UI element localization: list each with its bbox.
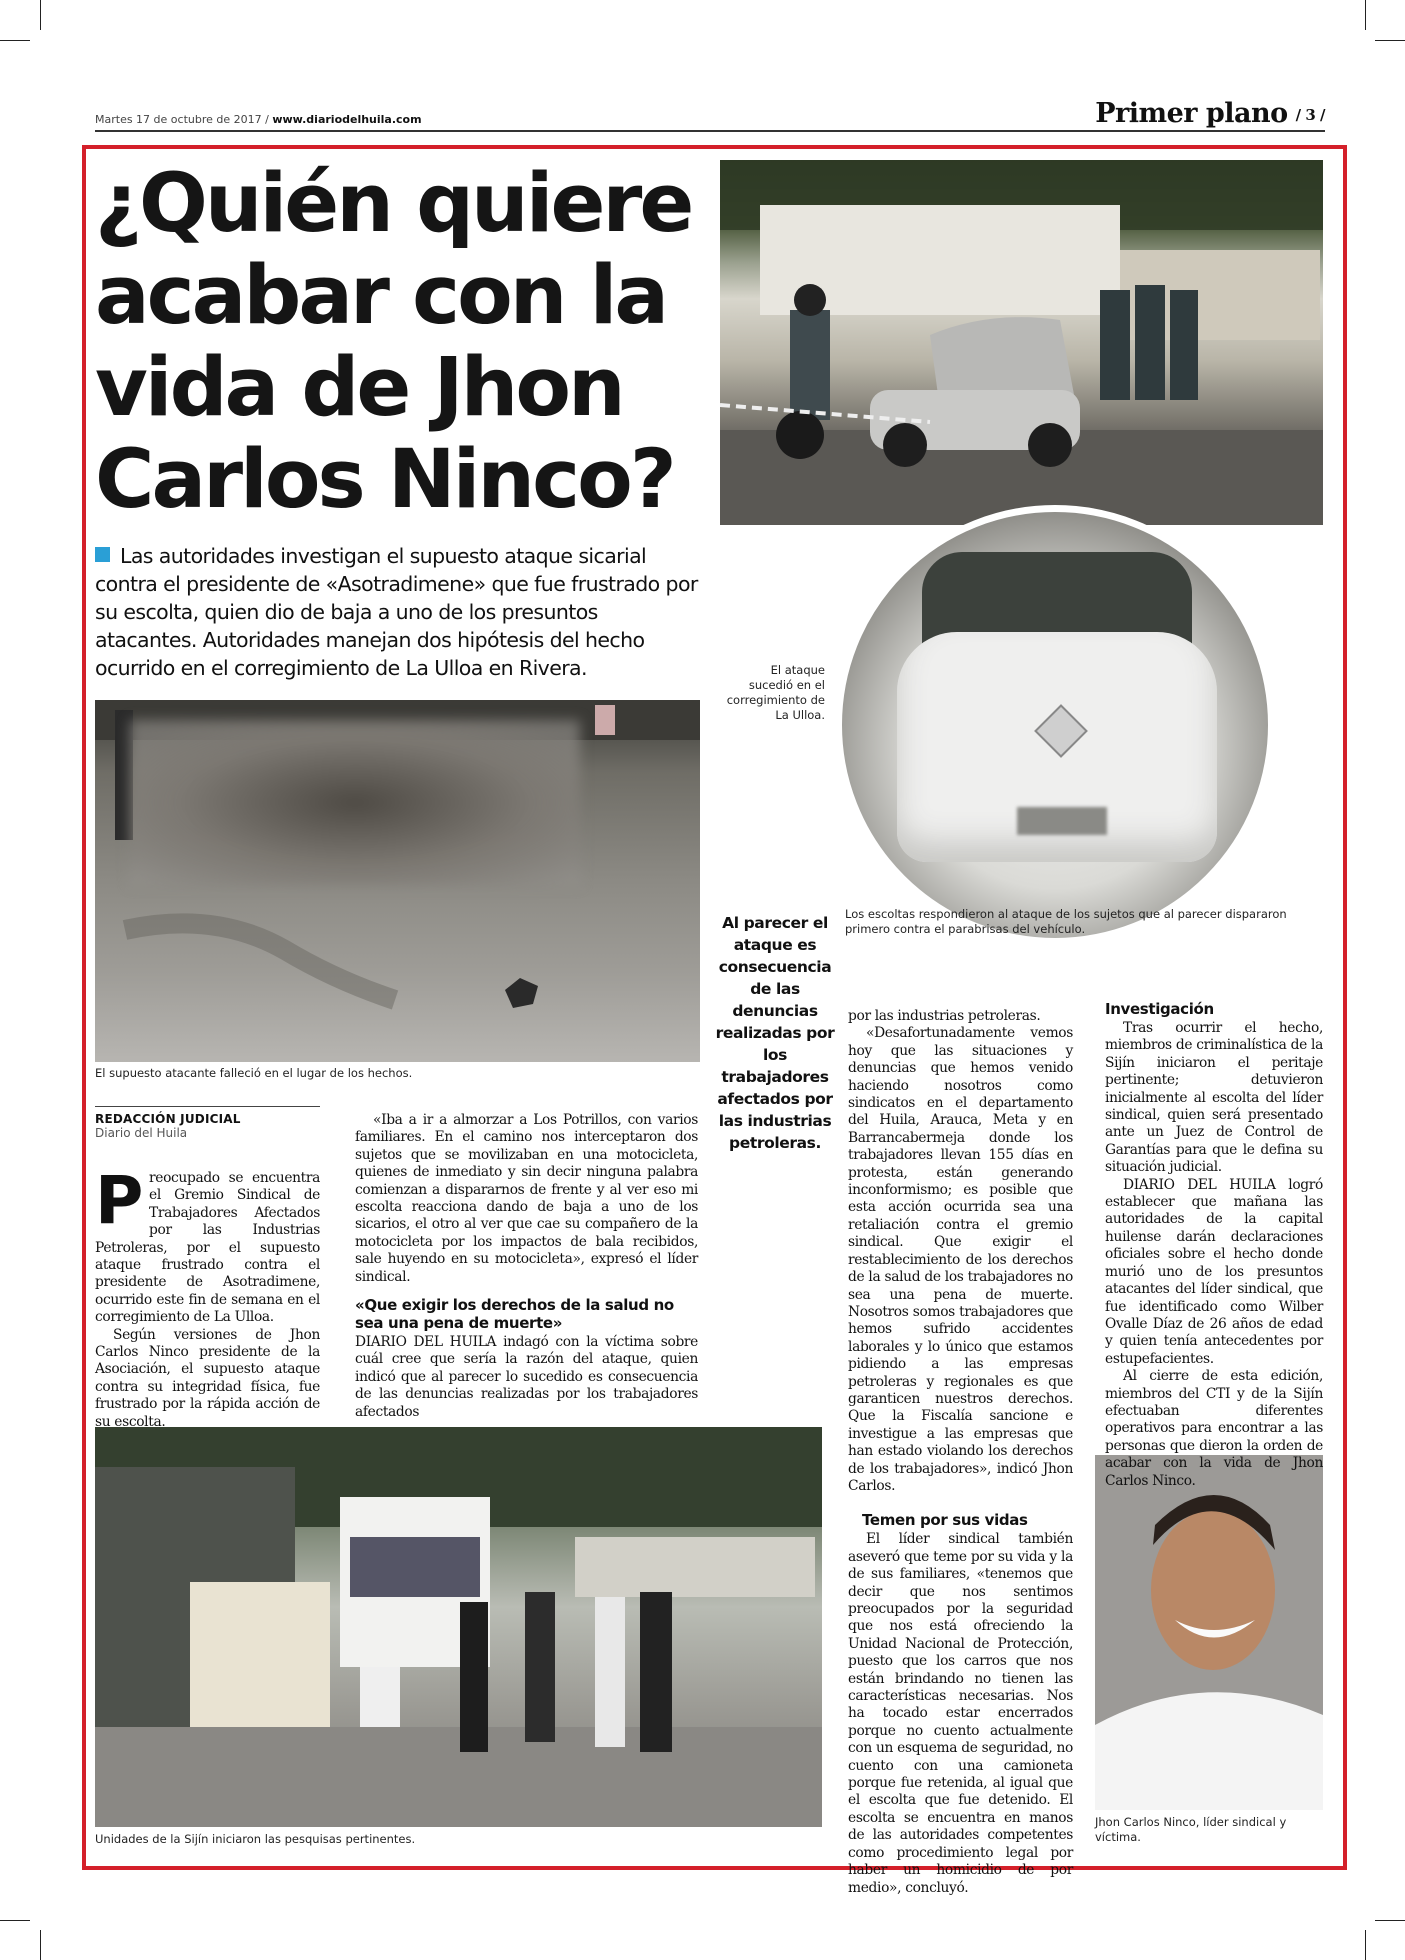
crop-mark xyxy=(1365,1930,1366,1960)
headline: ¿Quién quiere acabar con la vida de Jhon Carlos Ninco? xyxy=(95,157,692,527)
drop-cap: P xyxy=(95,1162,144,1239)
byline-rule xyxy=(95,1106,320,1107)
page-number: / 3 / xyxy=(1295,105,1325,124)
crop-mark xyxy=(40,0,41,30)
paragraph: Al cierre de esta edición, miembros del CTI y de la Sijín efectuaban diferentes operativos para encontrar a las personas que dieron la orden de acabar con la vida de Jhon Carlos Ninco. xyxy=(1105,1368,1323,1489)
section-title xyxy=(1095,98,1325,129)
bullet-square-icon xyxy=(95,547,110,562)
article-column-4 xyxy=(1105,1000,1323,1490)
byline xyxy=(95,1112,320,1140)
caption-car-photo: Los escoltas respondieron al ataque de los sujetos que al parecer dispararon primero contra el parabrisas del vehículo. xyxy=(845,907,1287,936)
header-rule xyxy=(95,130,1325,132)
site-url[interactable]: www.diariodelhuila.com xyxy=(272,113,422,126)
paragraph: El líder sindical también aseveró que teme por su vida y la de sus familiares, «tenemos que decir que nos sentimos preocupados por la seguridad que nos está ofreciendo la Unidad Nacional de Protección, puesto que los carros que nos están brindando no tienen las características necesarias. Nos ha tocado estar encerrados porque no cuento actualmente con un esquema de seguridad, no cuento con una camioneta porque fue retenida, al igual que el escolta que fue detenido. El escolta se encuentra en manos de las autoridades competentes como procedimiento legal por haber un homicidio de por medio», concluyó. xyxy=(848,1531,1073,1896)
paragraph xyxy=(95,1162,320,1327)
paragraph: DIARIO DEL HUILA logró establecer que mañana las autoridades de la capital huilense darán declaraciones oficiales sobre el hecho donde murió uno de los presuntos atacantes del líder sindical, que fue identificado como Wilber Ovalle Díaz de 26 años de edad y quien tenía antecedentes por estupefacientes. xyxy=(1105,1176,1323,1367)
paragraph-text: reocupado se encuentra el Gremio Sindical de Trabajadores Afectados por las Industrias Petroleras, por el supuesto ataque frustrado contra el presidente de Asotradimene, ocurrido este fin de semana en el corregimiento de La Ulloa. xyxy=(95,1170,320,1326)
blurred-body xyxy=(130,720,580,885)
photo-crime-scene-street xyxy=(720,160,1323,525)
paragraph: Tras ocurrir el hecho, miembros de criminalística de la Sijín iniciaron el peritaje pertinente; detuvieron inicialmente al escolta del líder sindical, quien será presentado ante un Juez de Control de Garantías para que le defina su situación judicial. xyxy=(1105,1020,1323,1176)
lead-text: Las autoridades investigan el supuesto ataque sicarial contra el presidente de «Asotradimene» que fue frustrado por su escolta, quien dio de baja a uno de los presuntos atacantes. Autoridades manejan dos hipótesis del hecho ocurrido en el corregimiento de La Ulloa en Rivera. xyxy=(95,544,698,680)
photo-car-circle xyxy=(835,505,1275,945)
section-name: Primer plano xyxy=(1095,98,1288,129)
article-column-3 xyxy=(848,1008,1073,1897)
article-column-2 xyxy=(355,1112,698,1421)
crop-mark xyxy=(1375,1920,1405,1921)
paragraph: «Desafortunadamente vemos hoy que las situaciones y denuncias que hemos venido haciendo nosotros como sindicatos en el departamento del Huila, Arauca, Meta y en Barrancabermeja donde los trabajadores llevan 155 días en protesta, están generando inconformismo; es posible que esta acción ocurrida sea una retaliación contra el gremio sindical. Que exigir el restablecimiento de los derechos de la salud de los trabajadores no sea una pena de muerte. Nosotros somos trabajadores que hemos sufrido accidentes laborales y lo único que estamos pidiendo a las empresas petroleras y regionales es que garanticen nuestros derechos. Que la Fiscalía sancione e investigue a las empresas que han estado violando los derechos de los trabajadores», indicó Jhon Carlos. xyxy=(848,1025,1073,1494)
caption-top-photo: El ataque sucedió en el corregimiento de La Ulloa. xyxy=(726,663,825,722)
subhead-temen: Temen por sus vidas xyxy=(862,1511,1028,1530)
subhead-investigacion: Investigación xyxy=(1105,1000,1214,1018)
crop-mark xyxy=(1365,0,1366,30)
byline-outlet: Diario del Huila xyxy=(95,1126,188,1140)
crop-mark xyxy=(0,40,30,41)
byline-author: REDACCIÓN JUDICIAL xyxy=(95,1112,241,1126)
paragraph: «Iba a ir a almorzar a Los Potrillos, con varios familiares. En el camino nos interceptaron dos sujetos que se movilizaban en una motocicleta, quienes de inmediato y sin decir ninguna palabra comienzan a dispararnos de frente y al ver eso mi escolta reacciona dando de baja a uno de los sicarios, el otro al ver que cae su compañero de la motocicleta por los impactos de bala recibidos, sale huyendo en su motocicleta», expresó el líder sindical. xyxy=(355,1112,698,1285)
paragraph: Según versiones de Jhon Carlos Ninco presidente de la Asociación, el supuesto ataque contra su integridad física, fue frustrado por la rápida acción de su escolta. xyxy=(95,1326,320,1430)
subhead-salud: «Que exigir los derechos de la salud no sea una pena de muerte» xyxy=(355,1296,674,1333)
car-plate-blurred xyxy=(1017,807,1107,835)
caption-portrait: Jhon Carlos Ninco, líder sindical y víctima. xyxy=(1095,1815,1287,1844)
page-date: Martes 17 de octubre de 2017 / xyxy=(95,113,273,126)
caption-victim-photo: El supuesto atacante falleció en el lugar de los hechos. xyxy=(95,1066,413,1080)
caption-bottom-photo: Unidades de la Sijín iniciaron las pesquisas pertinentes. xyxy=(95,1832,416,1846)
pull-quote: Al parecer el ataque es consecuencia de las denuncias realizadas por los trabajadores afectados por las industrias petroleras. xyxy=(715,914,835,1152)
crop-mark xyxy=(1375,40,1405,41)
crop-mark xyxy=(40,1930,41,1960)
page-date-site xyxy=(95,113,422,126)
paragraph: por las industrias petroleras. xyxy=(848,1008,1041,1024)
paragraph: DIARIO DEL HUILA indagó con la víctima sobre cuál cree que sería la razón del ataque, quien indicó que al parecer lo sucedido es consecuencia de las denuncias realizadas por los trabajadores afectados xyxy=(355,1334,698,1420)
photo-portrait-jhon-carlos xyxy=(1095,1455,1323,1810)
article-column-1 xyxy=(95,1162,320,1431)
photo-sijin-units xyxy=(95,1427,822,1827)
lead-paragraph xyxy=(95,542,705,682)
crop-mark xyxy=(0,1920,30,1921)
